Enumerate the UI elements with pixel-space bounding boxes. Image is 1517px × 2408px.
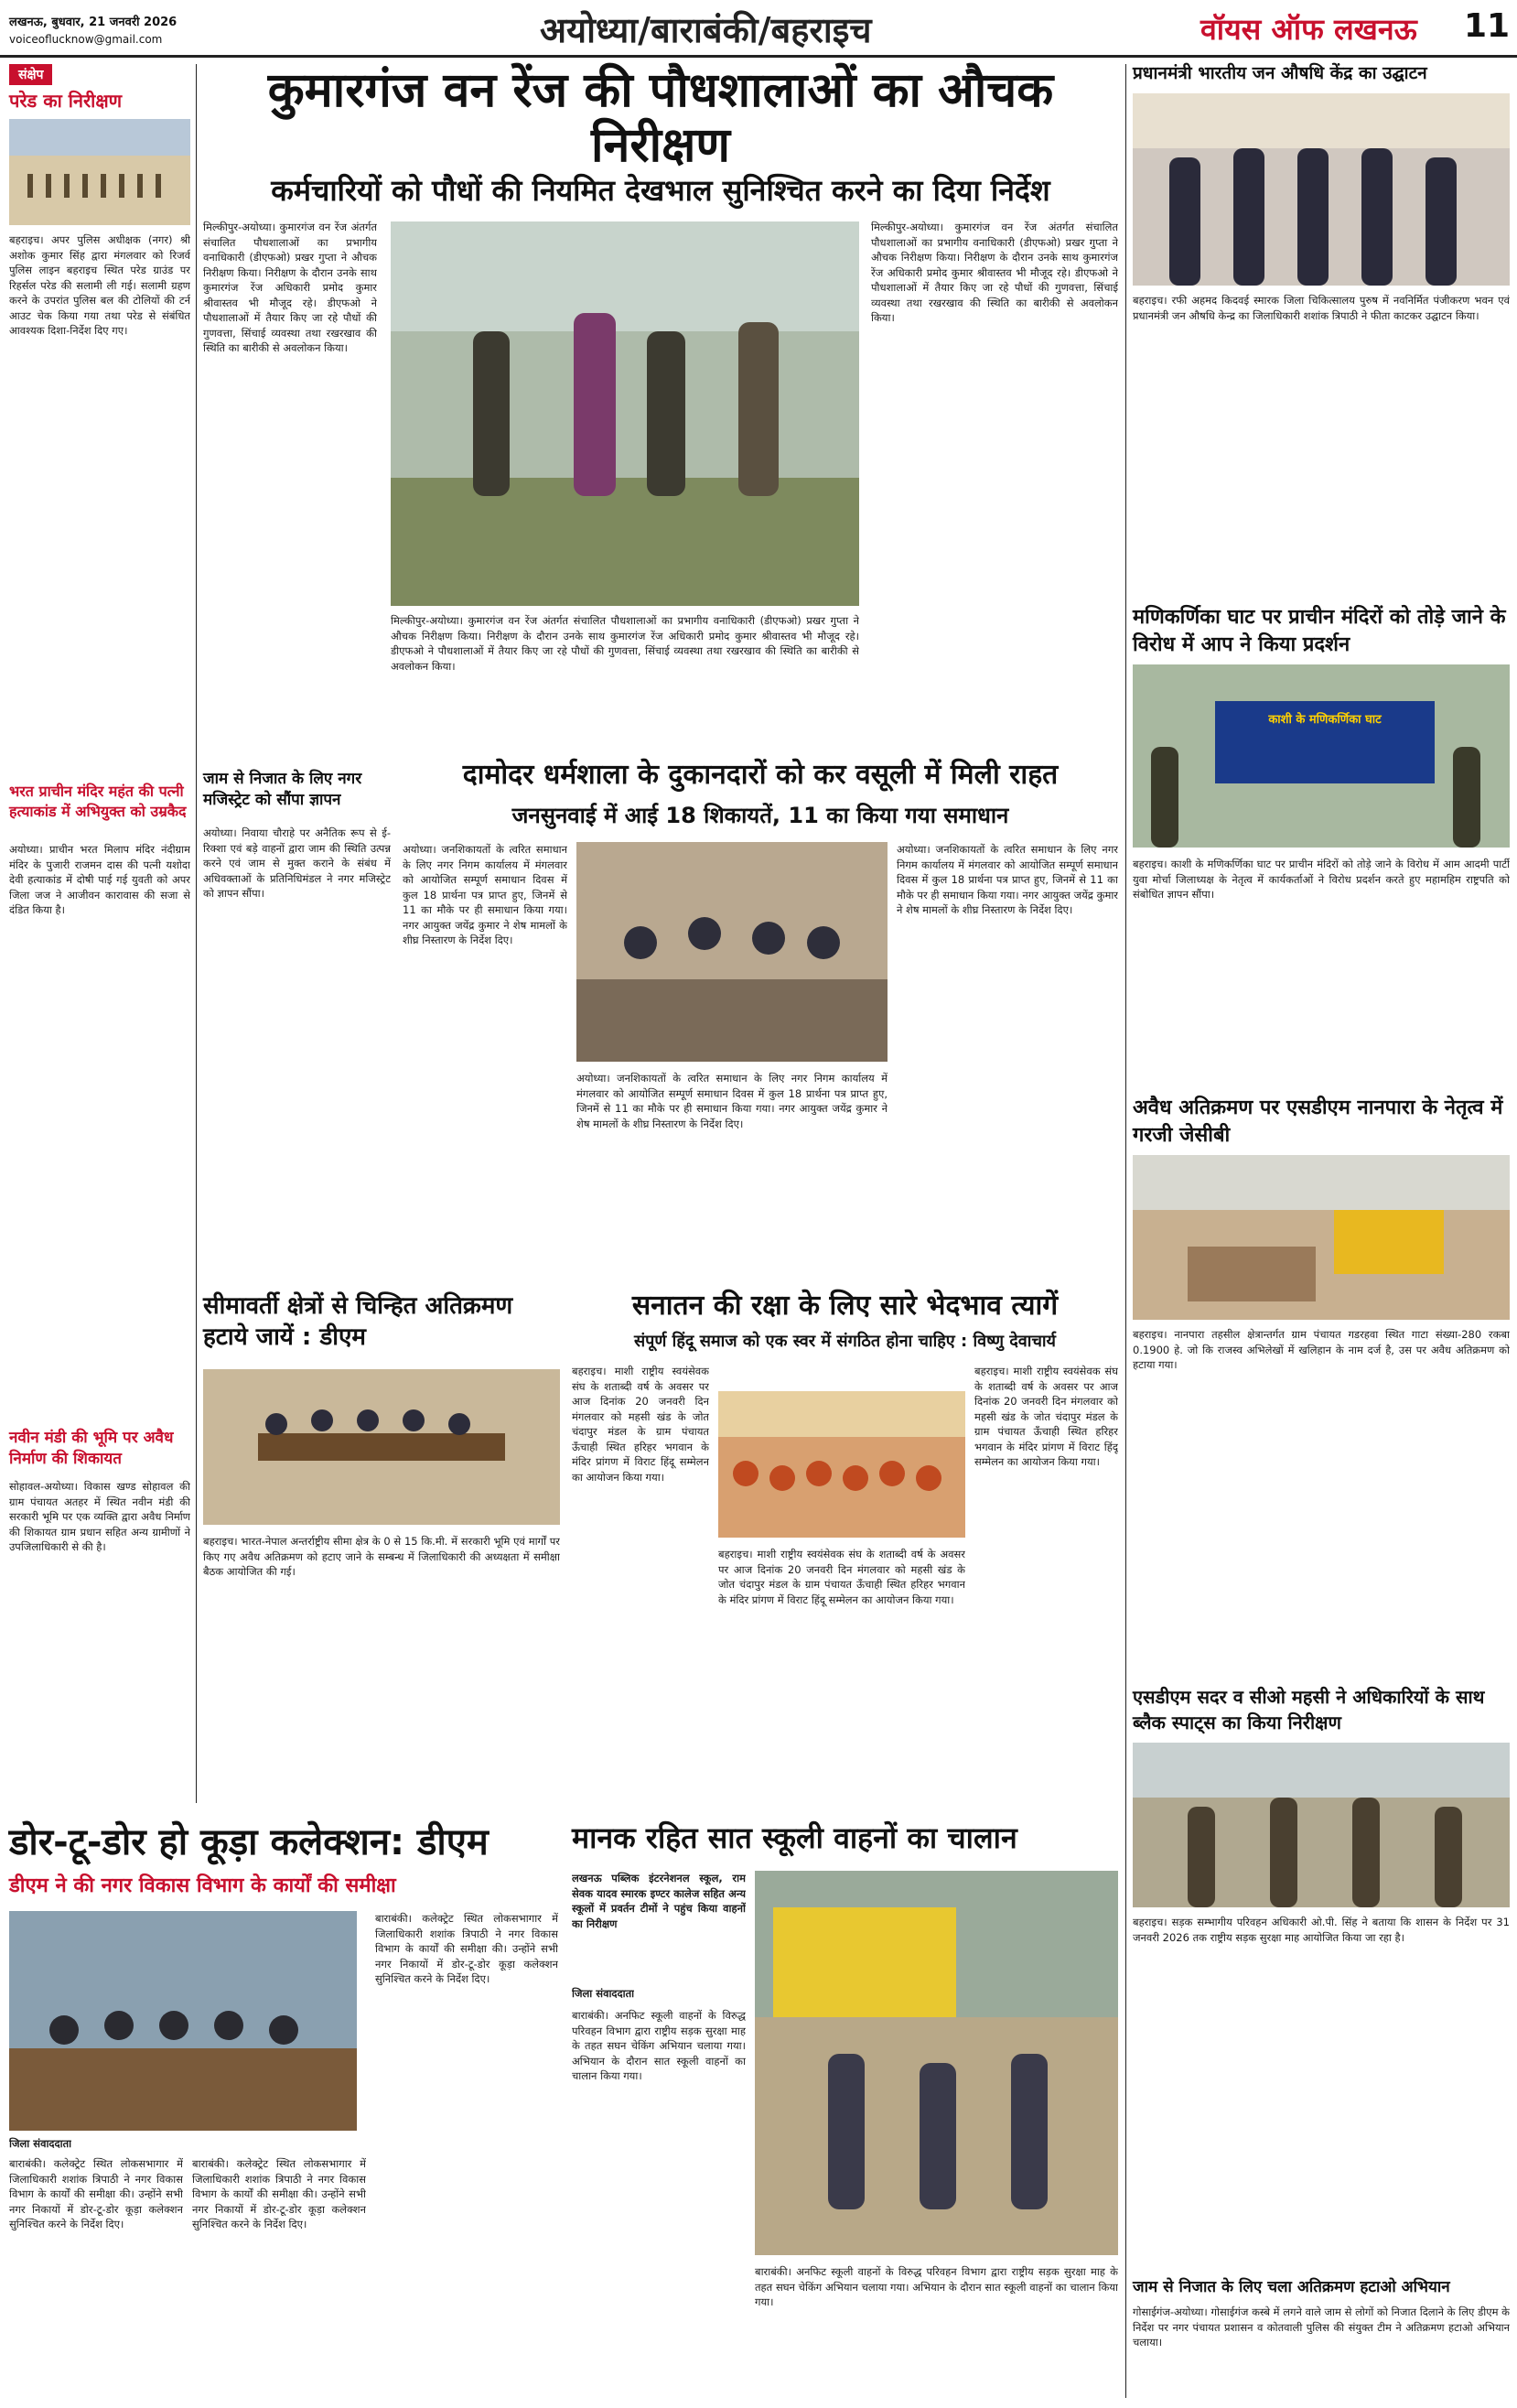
damodar-subhead: जनसुनवाई में आई 18 शिकायतें, 11 का किया गया समाधान xyxy=(511,803,1009,828)
lead-text-col1: मिल्कीपुर-अयोध्या। कुमारगंज वन रेंज अंतर्गत संचालित पौधशालाओं का प्रभागीय वनाधिकारी (डीएफओ) प्रखर गुप्ता ने औचक निरीक्षण किया। निरीक्षण के दौरान उनके साथ कुमारगंज रेंज अधिकारी प्रमोद कुमार श्रीवास्तव भी मौजूद रहे। डीएफओ ने पौधशालाओं में तैयार किए जा रहे पौधों की गुणवत्ता, सिंचाई व्यवस्था तथा रखरखाव की स्थिति का बारीकी से अवलोकन किया। xyxy=(203,221,377,354)
door-subhead: डीएम ने की नगर विकास विभाग के कार्यों की समीक्षा xyxy=(9,1874,396,1897)
school-vehicle-story xyxy=(572,1821,1118,2398)
border-photo xyxy=(203,1369,560,1525)
school-vehicle-headline: मानक रहित सात स्कूली वाहनों का चालान xyxy=(572,1820,1017,1855)
brief-1-text: बहराइच। अपर पुलिस अधीक्षक (नगर) श्री अशोक कुमार सिंह द्वारा मंगलवार को रिजर्व पुलिस लाइन बहराइच स्थित परेड ग्राउंड पर रिहर्सल परेड की सलामी ली गई। सलामी ग्रहण करने के उपरांत पुलिस बल की टोलियों की टर्न आउट चेक किया गया तथा परेड से संबंधित आवश्यक दिशा-निर्देश दिए गए। xyxy=(9,233,190,337)
jan-aushadhi-photo xyxy=(1133,93,1510,286)
right-divider xyxy=(1125,64,1126,2398)
damodar-text-col3: अयोध्या। जनशिकायतों के त्वरित समाधान के लिए नगर निगम कार्यालय में मंगलवार को आयोजित सम्पूर्ण समाधान दिवस में कुल 18 प्रार्थना पत्र प्राप्त हुए, जिनमें से 11 का मौके पर ही समाधान किया गया। नगर आयुक्त जयेंद्र कुमार ने शेष मामलों के शीघ्र निस्तारण के निर्देश दिए। xyxy=(897,843,1118,916)
sanatan-headline: सनातन की रक्षा के लिए सारे भेदभाव त्यागें xyxy=(631,1290,1059,1322)
jan-aushadhi-headline: प्रधानमंत्री भारतीय जन औषधि केंद्र का उद्घाटन xyxy=(1133,63,1427,83)
memorandum-text: अयोध्या। निवाया चौराहे पर अनैतिक रूप से ई-रिक्शा एवं बड़े वाहनों द्वारा जाम की स्थिति उत्पन्न करने एवं जाम से मुक्त कराने के संबंध में अधिवक्ताओं के प्रतिनिधिमंडल ने नगर मजिस्ट्रेट को ज्ञापन सौंपा। xyxy=(203,826,391,900)
black-spots-text: बहराइच। सड़क सम्भागीय परिवहन अधिकारी ओ.पी. सिंह ने बताया कि शासन के निर्देश पर 31 जनवरी 2026 तक राष्ट्रीय सड़क सुरक्षा माह आयोजित किया जा रहा है। xyxy=(1133,1916,1510,1944)
school-vehicle-byline: जिला संवाददाता xyxy=(572,1987,635,2000)
sanatan-text-col2: बहराइच। माशी राष्ट्रीय स्वयंसेवक संघ के शताब्दी वर्ष के अवसर पर आज दिनांक 20 जनवरी दिन मंगलवार को महसी खंड के जोत चंदापुर मंडल के ग्राम पंचायत ऊँचाही स्थित हरिहर भगवान के मंदिर प्रांगण में विराट हिंदू सम्मेलन का आयोजन किया गया। xyxy=(718,1548,965,1606)
parade-photo xyxy=(9,119,190,225)
sanatan-text-col1: बहराइच। माशी राष्ट्रीय स्वयंसेवक संघ के शताब्दी वर्ष के अवसर पर आज दिनांक 20 जनवरी दिन मंगलवार को महसी खंड के जोत चंदापुर मंडल के ग्राम पंचायत ऊँचाही स्थित हरिहर भगवान के मंदिर प्रांगण में विराट हिंदू सम्मेलन का आयोजन किया गया। xyxy=(572,1365,709,1484)
school-vehicle-bullet: लखनऊ पब्लिक इंटरनेशनल स्कूल, राम सेवक यादव स्मारक इण्टर कालेज सहित अन्य स्कूलों में प्रवर्तन टीमों ने पहुंच किया वाहनों का निरीक्षण xyxy=(572,1872,746,1930)
damodar-text-col1: अयोध्या। जनशिकायतों के त्वरित समाधान के लिए नगर निगम कार्यालय में मंगलवार को आयोजित सम्पूर्ण समाधान दिवस में कुल 18 प्रार्थना पत्र प्राप्त हुए, जिनमें से 11 का मौके पर ही समाधान किया गया। नगर आयुक्त जयेंद्र कुमार ने शेष मामलों के शीघ्र निस्तारण के निर्देश दिए। xyxy=(403,843,567,946)
door-photo xyxy=(9,1911,357,2131)
sanatan-subhead: संपूर्ण हिंदू समाज को एक स्वर में संगठित होना चाहिए : विष्णु देवाचार्य xyxy=(634,1332,1056,1351)
school-vehicle-text-col2: बाराबंकी। अनफिट स्कूली वाहनों के विरुद्ध परिवहन विभाग द्वारा राष्ट्रीय सड़क सुरक्षा माह के तहत सघन चेकिंग अभियान चलाया गया। अभियान के दौरान सात स्कूली वाहनों का चालान किया गया। xyxy=(755,2265,1118,2308)
lead-caption-text: मिल्कीपुर-अयोध्या। कुमारगंज वन रेंज अंतर्गत संचालित पौधशालाओं का प्रभागीय वनाधिकारी (डीएफओ) प्रखर गुप्ता ने औचक निरीक्षण किया। निरीक्षण के दौरान उनके साथ कुमारगंज रेंज अधिकारी प्रमोद कुमार श्रीवास्तव भी मौजूद रहे। डीएफओ ने पौधशालाओं में तैयार किए जा रहे पौधों की गुणवत्ता, सिंचाई व्यवस्था तथा रखरखाव की स्थिति का बारीकी से अवलोकन किया। xyxy=(391,614,859,673)
manikarnika-text: बहराइच। काशी के मणिकर्णिका घाट पर प्राचीन मंदिरों को तोड़े जाने के विरोध में आम आदमी पार्टी युवा मोर्चा जिलाध्यक्ष के नेतृत्व में कार्यकर्ताओं ने विरोध प्रदर्शन करते हुए महामहिम राष्ट्रपति को संबोधित ज्ञापन सौंपा। xyxy=(1133,858,1510,901)
black-spots-headline: एसडीएम सदर व सीओ महसी ने अधिकारियों के साथ ब्लैक स्पाट्स का किया निरीक्षण xyxy=(1133,1686,1485,1733)
door-text-col1: बाराबंकी। कलेक्ट्रेट स्थित लोकसभागार में जिलाधिकारी शशांक त्रिपाठी ने नगर विकास विभाग के कार्यों की समीक्षा की। उन्होंने सभी नगर निकायों में डोर-टू-डोर कूड़ा कलेक्शन सुनिश्चित करने के निर्देश दिए। xyxy=(9,2157,183,2230)
brief-3-title: नवीन मंडी की भूमि पर अवैध निर्माण की शिकायत xyxy=(9,1429,174,1468)
manikarnika-photo xyxy=(1133,664,1510,848)
damodar-headline: दामोदर धर्मशाला के दुकानदारों को कर वसूली में मिली राहत xyxy=(462,759,1059,791)
page-number: 11 xyxy=(1464,7,1511,45)
door-headline: डोर-टू-डोर हो कूड़ा कलेक्शन: डीएम xyxy=(9,1821,489,1863)
manikarnika-banner: काशी के मणिकर्णिका घाट xyxy=(1268,713,1382,727)
door-byline: जिला संवाददाता xyxy=(9,2137,72,2150)
school-vehicle-photo xyxy=(755,1871,1118,2255)
lead-photo xyxy=(391,221,859,606)
lead-text-col3: मिल्कीपुर-अयोध्या। कुमारगंज वन रेंज अंतर्गत संचालित पौधशालाओं का प्रभागीय वनाधिकारी (डीएफओ) प्रखर गुप्ता ने औचक निरीक्षण किया। निरीक्षण के दौरान उनके साथ कुमारगंज रेंज अधिकारी प्रमोद कुमार श्रीवास्तव भी मौजूद रहे। डीएफओ ने पौधशालाओं में तैयार किए जा रहे पौधों की गुणवत्ता, सिंचाई व्यवस्था तथा रखरखाव की स्थिति का बारीकी से अवलोकन किया। xyxy=(871,221,1118,324)
brief-label: संक्षेप xyxy=(9,64,52,85)
right-column xyxy=(1133,64,1510,2407)
manikarnika-headline: मणिकर्णिका घाट पर प्राचीन मंदिरों को तोड़े जाने के विरोध में आप ने किया प्रदर्शन xyxy=(1133,606,1506,656)
border-headline: सीमावर्ती क्षेत्रों से चिन्हित अतिक्रमण हटाये जायें : डीएम xyxy=(203,1292,513,1351)
left-divider xyxy=(196,64,197,1803)
gosaiganj-headline: जाम से निजात के लिए चला अतिक्रमण हटाओ अभियान xyxy=(1133,2278,1450,2296)
lead-subhead: कर्मचारियों को पौधों की नियमित देखभाल सुनिश्चित करने का दिया निर्देश xyxy=(271,173,1050,208)
damodar-story xyxy=(403,760,1118,1217)
memorandum-story xyxy=(203,769,391,1281)
memorandum-headline: जाम से निजात के लिए नगर मजिस्ट्रेट को सौंपा ज्ञापन xyxy=(203,770,362,809)
brief-2-text: अयोध्या। प्राचीन भरत मिलाप मंदिर नंदीग्राम मंदिर के पुजारी राजमन दास की पत्नी यशोदा देवी हत्याकांड में दोषी पाई गई युवती को अपर जिला जज ने आजीवन कारावास की सजा से दंडित किया है। xyxy=(9,843,190,916)
border-text: बहराइच। भारत-नेपाल अन्तर्राष्ट्रीय सीमा क्षेत्र के 0 से 15 कि.मी. में सरकारी भूमि एवं मार्गों पर किए गए अवैध अतिक्रमण को हटाए जाने के सम्बन्ध में जिलाधिकारी की अध्यक्षता में समीक्षा बैठक आयोजित की गई। xyxy=(203,1535,560,1578)
school-vehicle-text-col1: बाराबंकी। अनफिट स्कूली वाहनों के विरुद्ध परिवहन विभाग द्वारा राष्ट्रीय सड़क सुरक्षा माह के तहत सघन चेकिंग अभियान चलाया गया। अभियान के दौरान सात स्कूली वाहनों का चालान किया गया। xyxy=(572,2009,746,2082)
sanatan-text-col3: बहराइच। माशी राष्ट्रीय स्वयंसेवक संघ के शताब्दी वर्ष के अवसर पर आज दिनांक 20 जनवरी दिन मंगलवार को महसी खंड के जोत चंदापुर मंडल के ग्राम पंचायत ऊँचाही स्थित हरिहर भगवान के मंदिर प्रांगण में विराट हिंदू सम्मेलन का आयोजन किया गया। xyxy=(974,1365,1118,1468)
door-text-col2: बाराबंकी। कलेक्ट्रेट स्थित लोकसभागार में जिलाधिकारी शशांक त्रिपाठी ने नगर विकास विभाग के कार्यों की समीक्षा की। उन्होंने सभी नगर निकायों में डोर-टू-डोर कूड़ा कलेक्शन सुनिश्चित करने के निर्देश दिए। xyxy=(192,2157,366,2230)
border-encroachment-story xyxy=(203,1290,560,1812)
masthead xyxy=(0,0,1517,57)
door-story xyxy=(9,1821,558,2398)
damodar-photo xyxy=(576,842,888,1062)
sanatan-photo xyxy=(718,1391,965,1538)
lead-story xyxy=(203,64,1118,760)
door-text-col3: बाराबंकी। कलेक्ट्रेट स्थित लोकसभागार में जिलाधिकारी शशांक त्रिपाठी ने नगर विकास विभाग के कार्यों की समीक्षा की। उन्होंने सभी नगर निकायों में डोर-टू-डोर कूड़ा कलेक्शन सुनिश्चित करने के निर्देश दिए। xyxy=(375,1912,558,1985)
lead-headline: कुमारगंज वन रेंज की पौधशालाओं का औचक निरीक्षण xyxy=(267,63,1054,173)
date-line: लखनऊ, बुधवार, 21 जनवरी 2026 xyxy=(9,16,178,29)
jcb-text: बहराइच। नानपारा तहसील क्षेत्रान्तर्गत ग्राम पंचायत गडरहवा स्थित गाटा संख्या-280 रकबा 0.1900 हे. जो कि राजस्व अभिलेखों में खलिहान के नाम दर्ज है, उस पर अवैध अतिक्रमण को हटाया गया। xyxy=(1133,1328,1510,1371)
damodar-text-col2: अयोध्या। जनशिकायतों के त्वरित समाधान के लिए नगर निगम कार्यालय में मंगलवार को आयोजित सम्पूर्ण समाधान दिवस में कुल 18 प्रार्थना पत्र प्राप्त हुए, जिनमें से 11 का मौके पर ही समाधान किया गया। नगर आयुक्त जयेंद्र कुमार ने शेष मामलों के शीघ्र निस्तारण के निर्देश दिए। xyxy=(576,1072,888,1130)
brief-1-title: परेड का निरीक्षण xyxy=(9,90,123,112)
jan-aushadhi-text: बहराइच। रफी अहमद किदवई स्मारक जिला चिकित्सालय पुरुष में नवनिर्मित पंजीकरण भवन एवं प्रधानमंत्री जन औषधि केन्द्र का जिलाधिकारी शशांक त्रिपाठी ने फीता काटकर उद्घाटन किया। xyxy=(1133,294,1510,322)
black-spots-photo xyxy=(1133,1743,1510,1907)
left-column xyxy=(9,64,190,1602)
section-title: अयोध्या/बाराबंकी/बहराइच xyxy=(540,9,872,50)
masthead-rule xyxy=(0,55,1517,58)
gosaiganj-text: गोसाईगंज-अयोध्या। गोसाईगंज कस्बे में लगने वाले जाम से लोगों को निजात दिलाने के लिए डीएम के निर्देश पर नगर पंचायत प्रशासन व कोतवाली पुलिस की संयुक्त टीम ने अतिक्रमण हटाओ अभियान चलाया। xyxy=(1133,2305,1510,2349)
email: voiceoflucknow@gmail.com xyxy=(9,33,163,46)
brief-2-title: भरत प्राचीन मंदिर महंत की पत्नी हत्याकांड में अभियुक्त को उम्रकैद xyxy=(9,783,187,820)
jcb-photo xyxy=(1133,1155,1510,1320)
paper-name: वॉयस ऑफ लखनऊ xyxy=(1200,12,1417,47)
brief-3-text: सोहावल-अयोध्या। विकास खण्ड सोहावल की ग्राम पंचायत अतहर में स्थित नवीन मंडी की सरकारी भूमि पर एक व्यक्ति द्वारा अवैध निर्माण की शिकायत ग्राम प्रधान सहित अन्य ग्रामीणों ने उपजिलाधिकारी से की है। xyxy=(9,1480,190,1553)
jcb-headline: अवैध अतिक्रमण पर एसडीएम नानपारा के नेतृत्व में गरजी जेसीबी xyxy=(1133,1096,1503,1147)
sanatan-story xyxy=(572,1290,1118,1812)
